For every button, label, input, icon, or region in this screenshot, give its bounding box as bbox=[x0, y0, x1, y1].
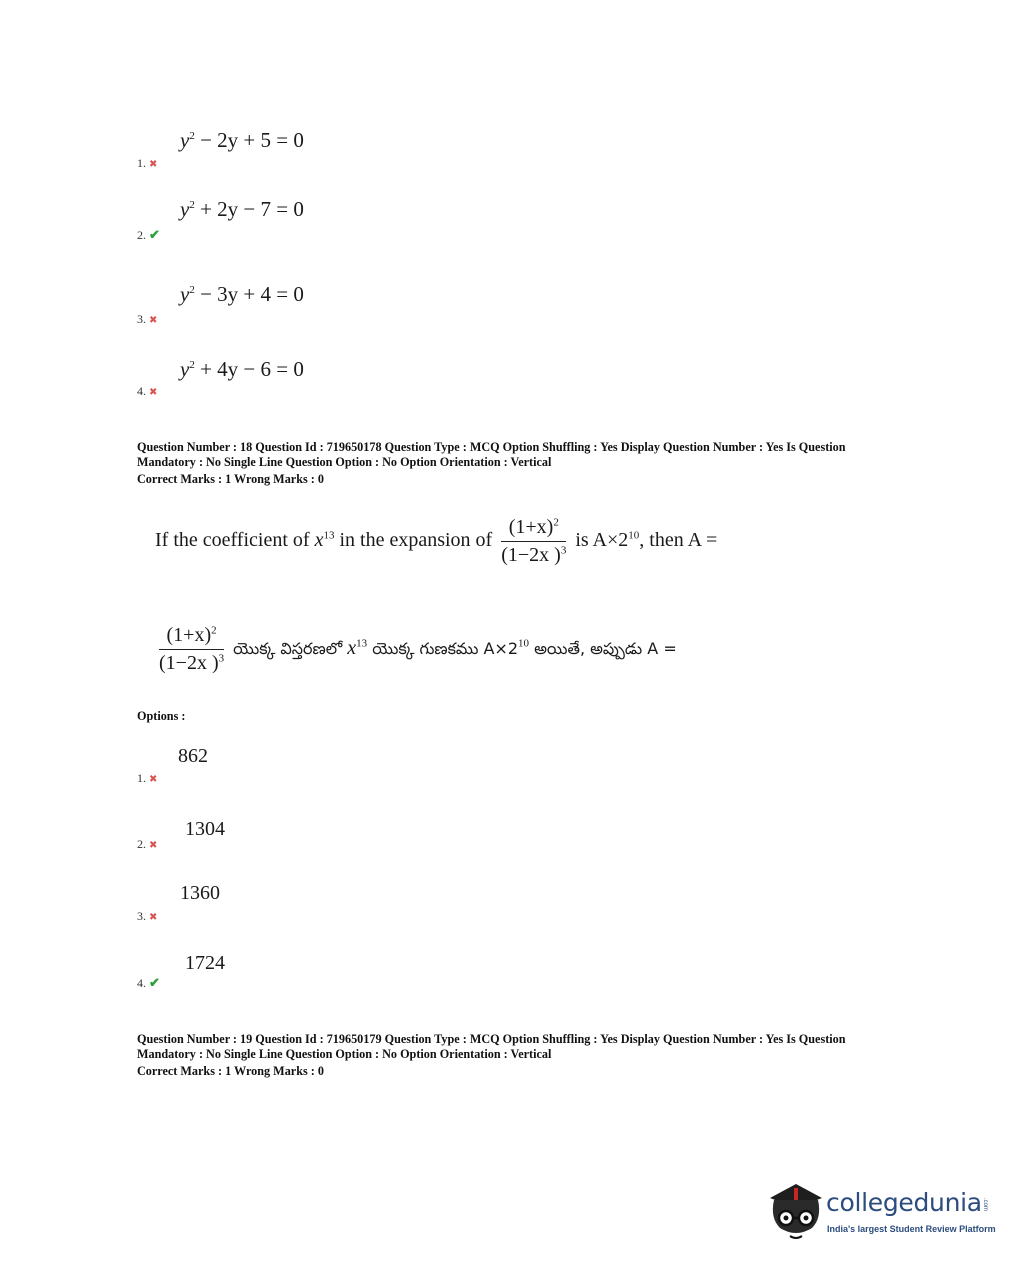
q18-option-2-label: 2. ✖ bbox=[137, 837, 158, 851]
q18-option-1-label: 1. ✖ bbox=[137, 771, 158, 785]
prev-option-4-equation: $y^2 + 4y - 6 = 0$ bbox=[180, 357, 304, 381]
prev-option-2-label: 2. ✔ bbox=[137, 227, 160, 242]
q18-meta-line2: Mandatory : No Single Line Question Option : No Option Orientation : Vertical bbox=[137, 455, 552, 469]
prev-option-2-equation: $y^2 + 2y - 7 = 0$ bbox=[180, 197, 304, 221]
wrong-icon: ✖ bbox=[149, 840, 158, 851]
correct-icon: ✔ bbox=[149, 975, 160, 990]
logo-wordmark: collegedunia.com bbox=[826, 1188, 988, 1217]
wrong-icon: ✖ bbox=[149, 912, 158, 923]
q19-meta-line2: Mandatory : No Single Line Question Option : No Option Orientation : Vertical bbox=[137, 1047, 552, 1061]
q19-meta bbox=[137, 1032, 937, 1079]
q18-option-1-value: 862 bbox=[178, 745, 208, 767]
q18-question-telugu: $\frac{(1+x)^2}{(1-2x )^3}$ యొక్క విస్తరణలో $x^{13}$ యొక్క గుణకము $A\times 2^{10}$ అయితే, అప్పుడు A = bbox=[159, 624, 677, 674]
prev-option-4-label: 4. ✖ bbox=[137, 384, 158, 398]
q18-meta bbox=[137, 440, 937, 487]
wrong-icon: ✖ bbox=[149, 387, 158, 398]
q18-fraction: $\frac{(1+x)^2}{(1-2x )^3}$ bbox=[501, 516, 567, 566]
q18-meta-line1: Question Number : 18 Question Id : 719650178 Question Type : MCQ Option Shuffling : Yes Display Question Number : Yes Is Question bbox=[137, 440, 846, 454]
q18-option-4-label: 4. ✔ bbox=[137, 975, 160, 990]
q19-meta-line3: Correct Marks : 1 Wrong Marks : 0 bbox=[137, 1064, 324, 1078]
q19-meta-line1: Question Number : 19 Question Id : 719650179 Question Type : MCQ Option Shuffling : Yes Display Question Number : Yes Is Question bbox=[137, 1032, 846, 1046]
q18-option-3-label: 3. ✖ bbox=[137, 909, 158, 923]
wrong-icon: ✖ bbox=[149, 159, 158, 170]
prev-option-1-label: 1. ✖ bbox=[137, 156, 158, 170]
wrong-icon: ✖ bbox=[149, 774, 158, 785]
prev-option-1-equation: $y^2 - 2y + 5 = 0$ bbox=[180, 128, 304, 152]
prev-option-3-label: 3. ✖ bbox=[137, 312, 158, 326]
q18-question-english: If the coefficient of $x^{13}$ in the expansion of $\frac{(1+x)^2}{(1-2x )^3}$ is $A\times 2^{10}$, then A = bbox=[155, 516, 718, 566]
q18-option-4-value: 1724 bbox=[185, 952, 225, 974]
q18-option-3-value: 1360 bbox=[180, 882, 220, 904]
collegedunia-logo bbox=[766, 1176, 996, 1248]
q18-option-2-value: 1304 bbox=[185, 818, 225, 840]
options-label: Options : bbox=[137, 709, 186, 723]
logo-tagline: India's largest Student Review Platform bbox=[827, 1224, 996, 1234]
mascot-icon bbox=[766, 1178, 826, 1244]
q18-fraction-telugu: $\frac{(1+x)^2}{(1-2x )^3}$ bbox=[159, 624, 225, 674]
q18-meta-line3: Correct Marks : 1 Wrong Marks : 0 bbox=[137, 472, 324, 486]
prev-option-3-equation: $y^2 - 3y + 4 = 0$ bbox=[180, 282, 304, 306]
correct-icon: ✔ bbox=[149, 227, 160, 242]
wrong-icon: ✖ bbox=[149, 315, 158, 326]
